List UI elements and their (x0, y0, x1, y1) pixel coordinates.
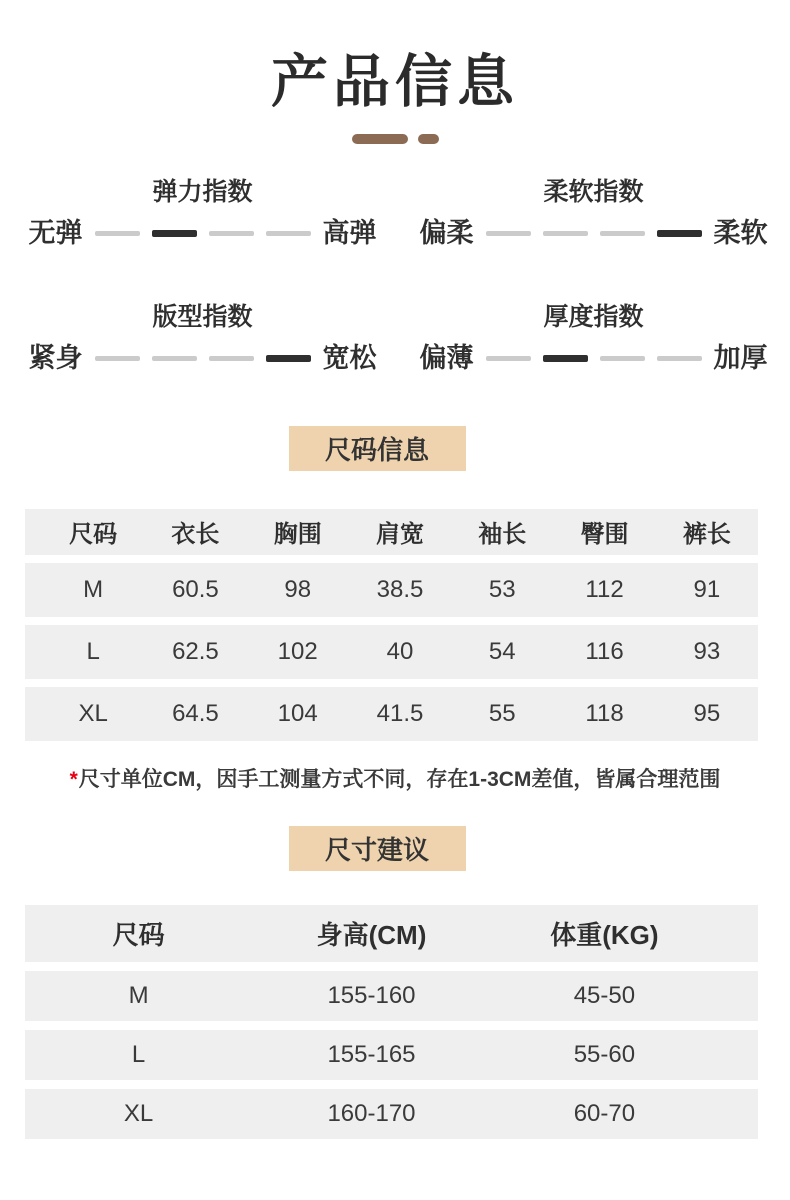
table-cell: 155-165 (327, 1040, 416, 1068)
table-cell: 60-70 (573, 1099, 636, 1127)
advice-table-row-xl (25, 1089, 758, 1139)
table-cell: 62.5 (172, 637, 219, 665)
accent-dash-long (352, 134, 408, 144)
table-cell: 155-160 (327, 981, 416, 1009)
column-header: 臀围 (580, 521, 629, 549)
indicator-left-label: 偏薄 (419, 342, 474, 373)
column-header: 胸围 (273, 521, 322, 549)
table-cell: XL (123, 1099, 154, 1127)
scale-segment (600, 231, 645, 236)
scale-segment (209, 356, 254, 361)
table-cell: 38.5 (376, 575, 424, 603)
table-cell: 60.5 (172, 575, 219, 603)
indicator-fit (20, 303, 385, 374)
column-header: 尺码 (69, 521, 118, 549)
scale-segment (95, 231, 140, 236)
scale-segment (95, 356, 140, 361)
accent-dash-short (418, 134, 439, 144)
table-cell: 98 (284, 575, 312, 603)
table-cell: 64.5 (172, 699, 219, 727)
column-header: 肩宽 (375, 521, 424, 549)
table-cell: 95 (693, 699, 721, 727)
scale-segment (152, 230, 197, 237)
table-cell: L (86, 637, 100, 665)
scale-segment (657, 230, 702, 237)
indicator-right-label: 宽松 (322, 342, 377, 373)
size-table-header-row (25, 509, 758, 555)
scale-segment (600, 356, 645, 361)
size-table-row-l (25, 625, 758, 679)
indicator-scale (20, 218, 385, 249)
indicator-left-label: 无弹 (28, 218, 83, 249)
column-header: 尺码 (112, 919, 165, 950)
indicator-right-label: 柔软 (713, 218, 768, 249)
size-advice-badge: 尺寸建议 (289, 826, 466, 871)
column-header: 裤长 (682, 521, 731, 549)
indicator-grid (0, 178, 790, 374)
scale-segment (209, 231, 254, 236)
measurement-note-text: 尺寸单位CM，因手工测量方式不同，存在1-3CM差值，皆属合理范围 (78, 767, 721, 791)
product-info-page (0, 48, 790, 1139)
required-asterisk: * (69, 767, 78, 791)
size-info-badge: 尺码信息 (289, 426, 466, 471)
indicator-title: 版型指数 (152, 303, 253, 332)
scale-segment (657, 356, 702, 361)
indicator-left-label: 紧身 (28, 342, 83, 373)
table-cell: M (83, 575, 104, 603)
scale-segment (486, 356, 531, 361)
column-header: 身高(CM) (316, 919, 427, 950)
indicator-scale (20, 343, 385, 374)
indicator-title: 柔软指数 (543, 178, 644, 207)
scale-segment (543, 355, 588, 362)
table-cell: 118 (585, 699, 624, 727)
indicator-elasticity (20, 178, 385, 249)
table-cell: 53 (488, 575, 516, 603)
table-cell: 41.5 (376, 699, 424, 727)
indicator-softness (411, 178, 776, 249)
indicator-title: 弹力指数 (152, 178, 253, 207)
size-info-table (25, 509, 758, 741)
table-cell: 55 (488, 699, 516, 727)
table-cell: 91 (693, 575, 721, 603)
advice-table-row-m (25, 971, 758, 1021)
indicator-left-label: 偏柔 (419, 218, 474, 249)
column-header: 袖长 (478, 521, 527, 549)
scale-segment (152, 356, 197, 361)
table-cell: L (131, 1040, 146, 1068)
table-cell: 160-170 (327, 1099, 416, 1127)
table-cell: 116 (585, 637, 624, 665)
table-cell: 93 (693, 637, 721, 665)
size-table-row-xl (25, 687, 758, 741)
scale-segment (266, 355, 311, 362)
scale-segment (543, 231, 588, 236)
table-cell: 102 (277, 637, 318, 665)
indicator-title: 厚度指数 (543, 303, 644, 332)
size-table-row-m (25, 563, 758, 617)
table-cell: M (128, 981, 149, 1009)
page-title: 产品信息 (271, 50, 519, 114)
advice-table-header-row (25, 905, 758, 962)
table-cell: XL (78, 699, 108, 727)
scale-segment (486, 231, 531, 236)
indicator-right-label: 加厚 (713, 342, 768, 373)
table-cell: 45-50 (573, 981, 636, 1009)
table-cell: 104 (277, 699, 318, 727)
table-cell: 55-60 (573, 1040, 636, 1068)
indicator-thickness (411, 303, 776, 374)
title-accent-dashes (0, 134, 790, 144)
scale-segment (266, 231, 311, 236)
table-cell: 40 (386, 637, 414, 665)
size-advice-table (25, 905, 758, 1139)
table-cell: 112 (585, 575, 624, 603)
column-header: 体重(KG) (550, 919, 659, 950)
indicator-scale (411, 343, 776, 374)
advice-table-row-l (25, 1030, 758, 1080)
table-cell: 54 (488, 637, 516, 665)
column-header: 衣长 (171, 521, 220, 549)
measurement-note (20, 763, 770, 793)
indicator-scale (411, 218, 776, 249)
indicator-right-label: 高弹 (322, 218, 377, 249)
